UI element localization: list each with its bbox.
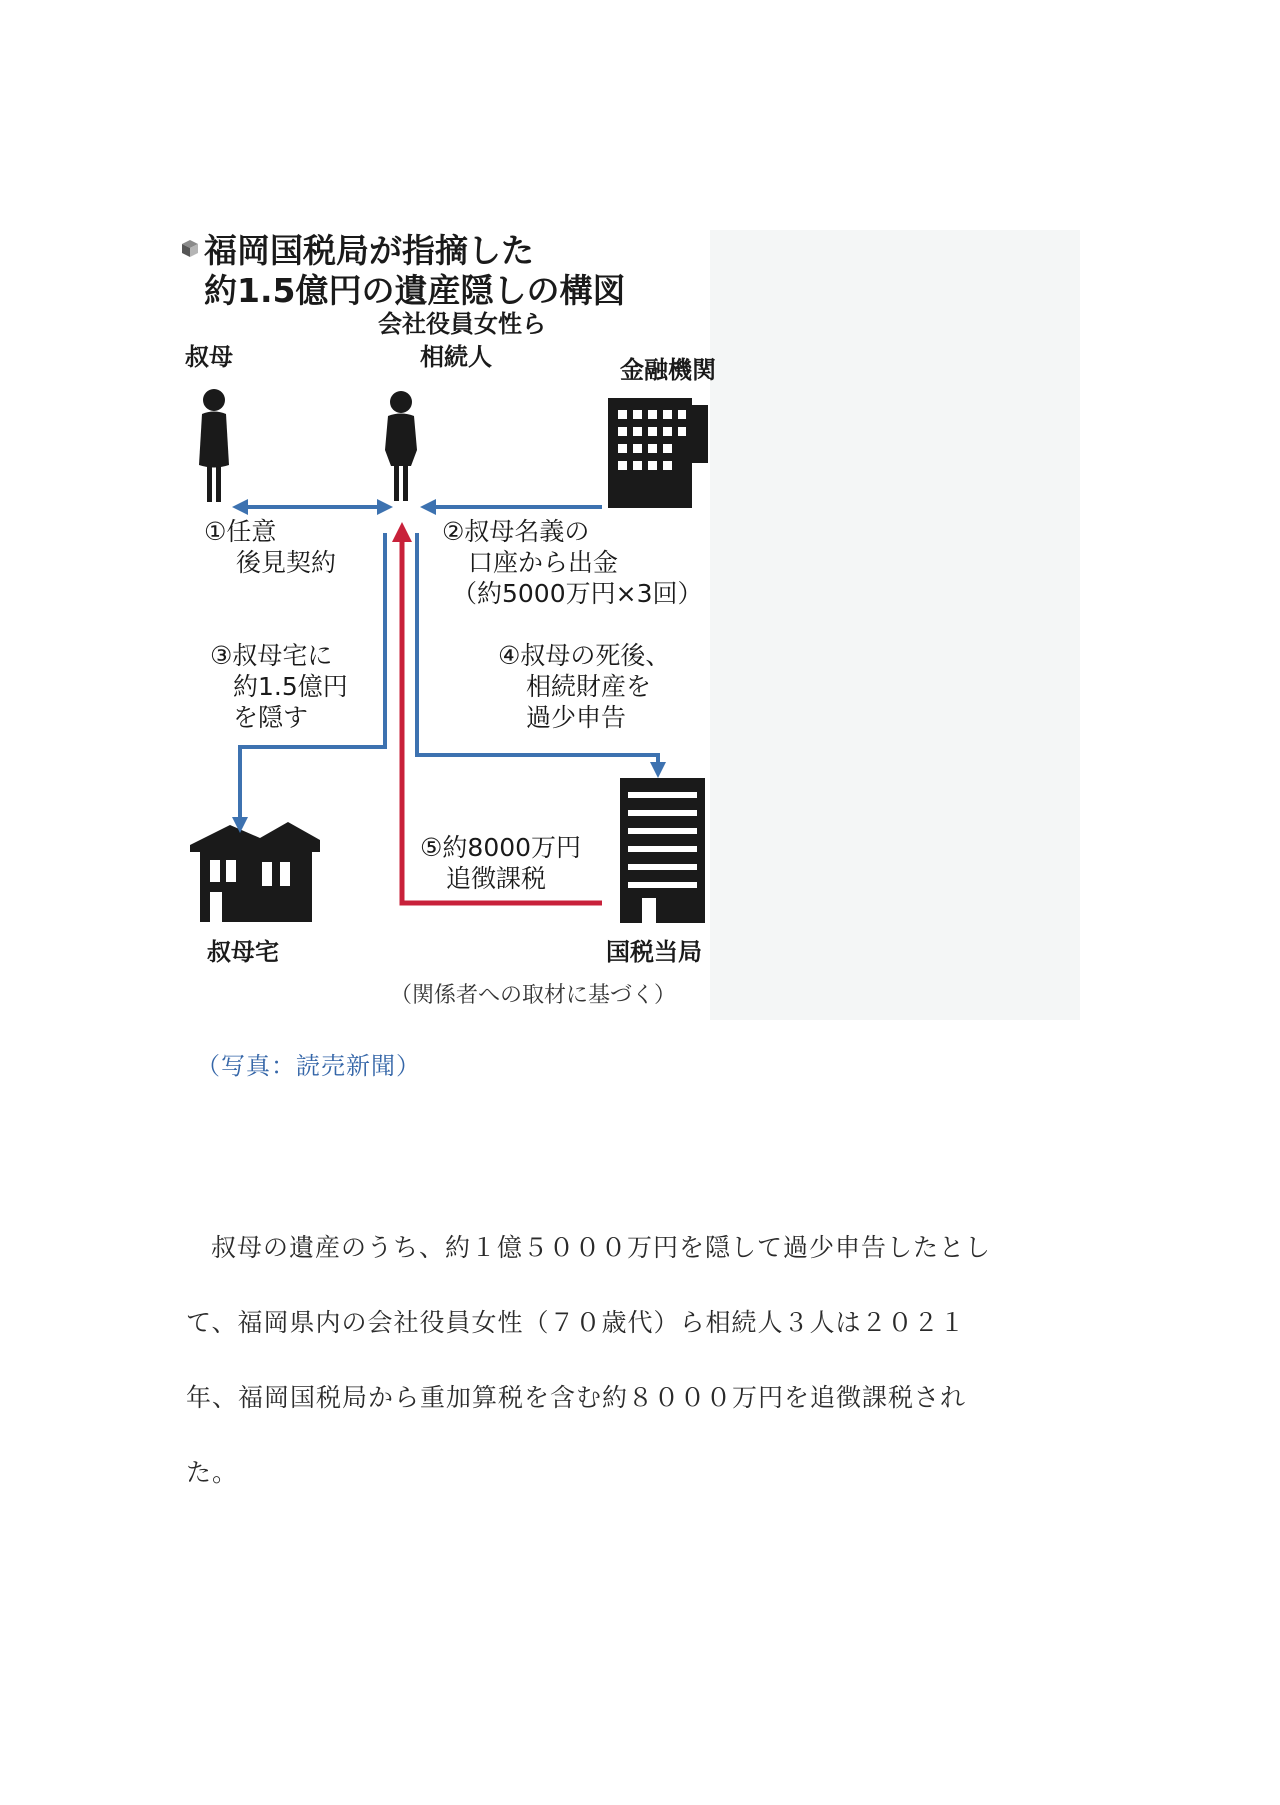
step2-line1: ②叔母名義の [442,517,590,546]
step3-line3: を隠す [233,703,309,732]
article-line4: た。 [186,1458,239,1487]
step4-line3: 過少申告 [526,703,627,732]
aunt-home-house-icon [190,822,320,922]
article-body [186,1210,1086,1510]
step1-line2: 後見契約 [236,548,337,577]
label-tax-authority: 国税当局 [606,938,702,966]
step2-line2: 口座から出金 [468,548,619,577]
article-line2: て、福岡県内の会社役員女性（７０歳代）ら相続人３人は２０２１ [186,1308,966,1337]
title-cube-icon [182,240,198,257]
bank-building-icon [608,398,708,508]
step5-line2: 追徴課税 [446,864,547,893]
figure-title-line2: 約1.5億円の遺産隠しの構図 [204,271,626,310]
step3-line2: 約1.5億円 [233,672,348,701]
background-panel [710,230,1080,1020]
step4-line2: 相続財産を [526,672,652,701]
article-line3: 年、福岡国税局から重加算税を含む約８０００万円を追徴課税され [186,1383,967,1412]
step4-line1: ④叔母の死後、 [498,641,671,670]
photo-caption: （写真：読売新聞） [196,1052,421,1080]
heir-person-icon [385,391,417,501]
label-heirs-line1: 会社役員女性ら [378,310,546,338]
step1-line1: ①任意 [204,517,277,546]
step2-line3: （約5000万円×3回） [452,579,703,608]
label-bank: 金融機関 [620,356,716,384]
label-heirs-line2: 相続人 [420,343,492,371]
label-aunt-home: 叔母宅 [207,938,279,966]
aunt-person-icon [199,389,229,502]
tax-office-building-icon [620,778,705,923]
step3-line1: ③叔母宅に [210,641,333,670]
step5-line1: ⑤約8000万円 [420,833,582,862]
inheritance-concealment-diagram [180,230,1080,1020]
source-note: （関係者への取材に基づく） [390,983,677,1008]
article-line1: 叔母の遺産のうち、約１億５０００万円を隠して過少申告したとし [211,1233,992,1262]
figure-title-line1: 福岡国税局が指摘した [204,231,534,270]
label-aunt: 叔母 [185,343,233,371]
